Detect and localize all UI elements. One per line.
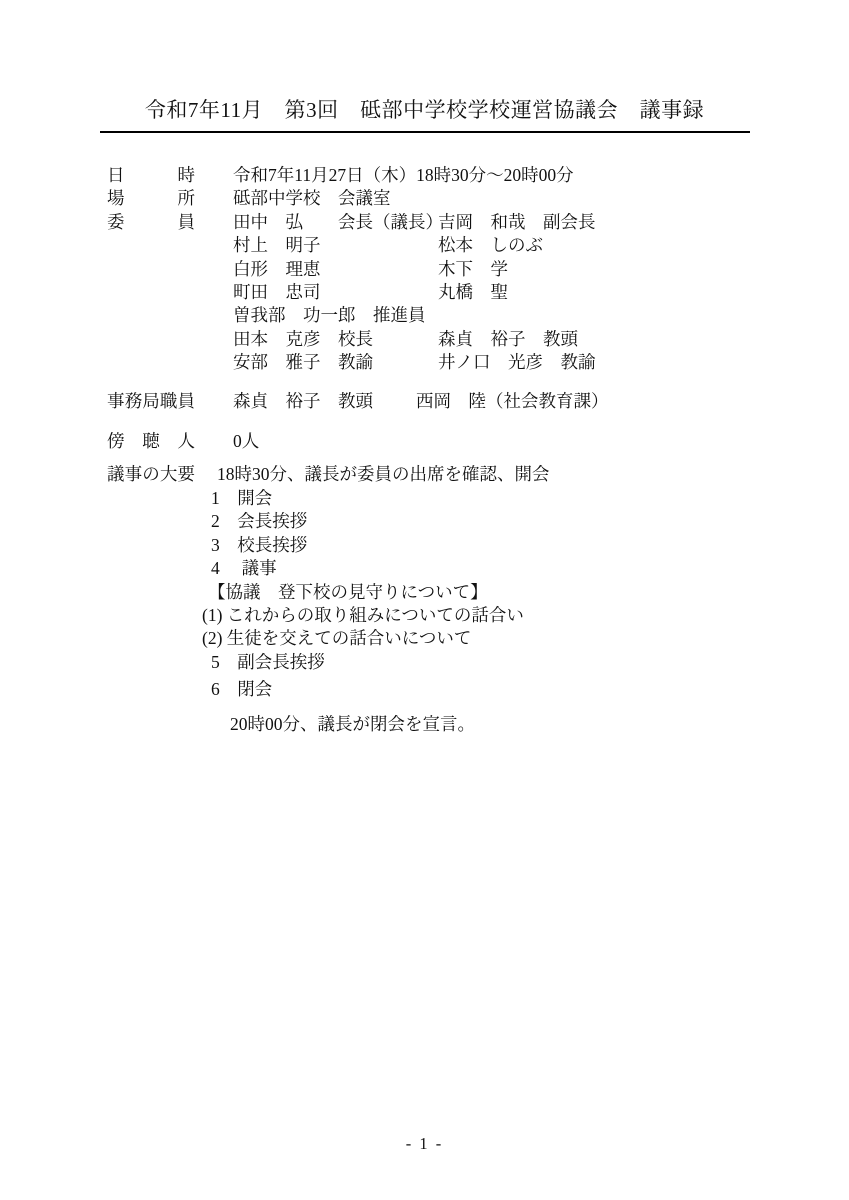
member-name: 町田 忠司 [233,282,321,303]
member-name: 曽我部 功一郎 推進員 [233,305,426,326]
member-name: 木下 学 [438,258,508,279]
observers-label: 傍 聴 人 [107,431,195,452]
agenda-topic-heading: 【協議 登下校の見守りについて】 [208,581,488,602]
observers-value: 0人 [233,431,260,452]
title-underline [100,131,750,133]
agenda-item: 6 閉会 [211,679,273,700]
agenda-item: 3 校長挨拶 [211,534,308,555]
member-name: 森貞 裕子 教頭 [438,328,578,349]
place-value: 砥部中学校 会議室 [233,188,391,209]
secretariat-label: 事 務 局 職 員 [107,390,195,411]
secretariat-name: 森貞 裕子 教頭 [233,390,373,411]
member-name: 村上 明子 [233,235,321,256]
info-row-secretariat [107,390,787,413]
member-row [233,328,596,351]
info-row-observers [107,430,787,453]
agenda-intro: 18時30分、議長が委員の出席を確認、開会 [217,464,550,485]
member-name: 白形 理恵 [233,258,321,279]
member-name: 吉岡 和哉 副会長 [438,211,596,232]
info-row-datetime [107,164,787,187]
agenda-subitem: (1) これからの取り組みについての話合い [202,604,524,625]
agenda-item: 5 副会長挨拶 [211,651,325,672]
member-name: 安部 雅子 教諭 [233,352,373,373]
members-label: 委 員 [107,211,195,232]
agenda-header-row [107,463,787,486]
secretariat-names [233,390,609,413]
agenda-item: 4 議事 [211,558,277,579]
member-row [233,351,596,374]
page-title: 令和7年11月 第3回 砥部中学校学校運営協議会 議事録 [144,98,705,122]
agenda-subitem: (2) 生徒を交えての話合いについて [202,628,472,649]
agenda-closing: 20時00分、議長が閉会を宣言。 [230,713,475,734]
agenda-item: 1 開会 [211,487,273,508]
member-row [233,281,596,304]
member-row [233,304,596,327]
member-row [233,234,596,257]
agenda-item: 2 会長挨拶 [211,511,308,532]
member-name: 田中 弘 会長（議長） [233,211,443,232]
agenda-label: 議 事 の 大 要 [107,464,195,485]
secretariat-name: 西岡 陸（社会教育課） [416,390,609,411]
member-row [233,211,596,234]
datetime-label: 日 時 [107,165,195,185]
member-name: 田本 克彦 校長 [233,328,373,349]
datetime-value: 令和7年11月27日（木）18時30分～20時00分 [233,165,574,185]
members-list [233,211,596,375]
info-row-members [107,211,787,375]
page-number: - 1 - [405,1134,444,1153]
member-name: 松本 しのぶ [438,235,543,256]
document-body [107,164,787,736]
member-name: 丸橋 聖 [438,282,508,303]
member-row [233,258,596,281]
info-row-place [107,187,787,210]
member-name: 井ノ口 光彦 教諭 [438,352,596,373]
place-label: 場 所 [107,188,195,209]
